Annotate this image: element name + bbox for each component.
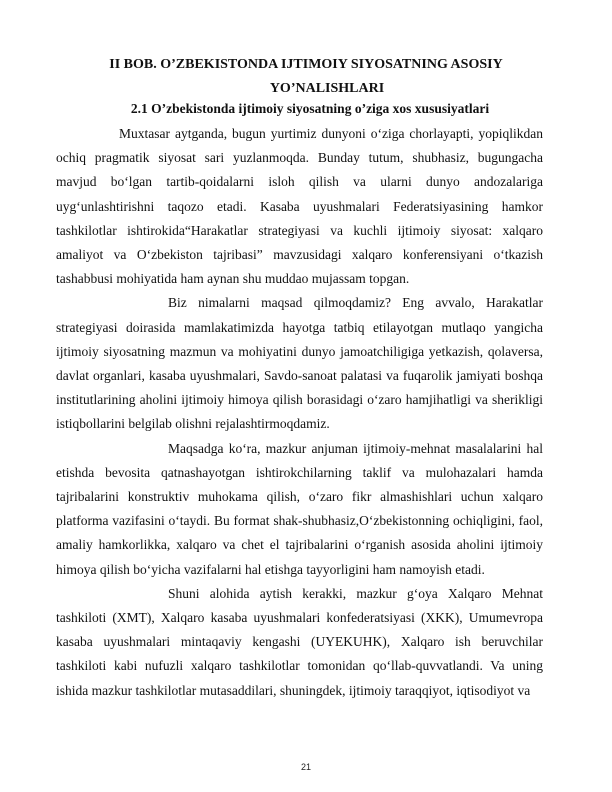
chapter-title-line1: II BOB. O’ZBEKISTONDA IJTIMOIY SIYOSATNING ASOSIY xyxy=(109,57,503,72)
paragraph-2: Biz nimalarni maqsad qilmoqdamiz? Eng avvalo, Harakatlar strategiyasi doirasida mamlakatimizda hayotga tatbiq etilayotgan mutlaqo yangicha ijtimoiy siyosatning mazmun va mohiyatini dunyo jamoatchiligiga yetkazish, qolaversa, davlat organlari, kasaba uyushmalari, Savdo-sanoat palatasi va fuqarolik jamiyati boshqa institutlarining aholini ijtimoiy himoya qilish borasidagi o‘zaro hamjihatligi va sherikligi istiqbollarini belgilab olishni rejalashtirmoqdamiz. xyxy=(56,295,543,432)
body-text xyxy=(56,122,543,703)
paragraph-3: Maqsadga ko‘ra, mazkur anjuman ijtimoiy-mehnat masalalarini hal etishda bevosita qatnashayotgan ishtirokchilarning taklif va mulohazalari hamda tajribalarini konstruktiv muhokama qilish, o‘zaro fikr almashishlari uchun xalqaro platforma vazifasini o‘taydi. Bu format shak-shubhasiz,O‘zbekistonning ochiqligini, faol, amaliy hamkorlikka, xalqaro va chet el tajribalarini o‘rganish asosida aholini ijtimoiy himoya qilish bo‘yicha vazifalarni hal etishga tayyorligini ham namoyish etadi. xyxy=(56,440,543,577)
paragraph-4: Shuni alohida aytish kerakki, mazkur g‘oya Xalqaro Mehnat tashkiloti (XMT), Xalqaro kasaba uyushmalari konfederatsiyasi (XKK), Umumevropa kasaba uyushmalari mintaqaviy kengashi (UYEKUHK), Xalqaro ish beruvchilar tashkiloti kabi nufuzli xalqaro tashkilotlar tomonidan qo‘llab-quvvatlandi. Va uning ishida mazkur tashkilotlar mutasaddilari, shuningdek, ijtimoiy taraqqiyot, iqtisodiyot va xyxy=(56,585,543,698)
section-title: 2.1 O’zbekistonda ijtimoiy siyosatning o’ziga xos xususiyatlari xyxy=(130,101,490,116)
page-number: 21 xyxy=(300,762,311,772)
paragraph-1: Muxtasar aytganda, bugun yurtimiz dunyoni o‘ziga chorlayapti, yopiqlikdan ochiq pragmatik siyosat sari yuzlanmoqda. Bunday tutum, shubhasiz, bugungacha mavjud bo‘lgan tartib-qoidalarni isloh qilish va ularni dunyo andozalariga uyg‘unlashtirishni taqozo etadi. Kasaba uyushmalari Federatsiyasining hamkor tashkilotlar ishtirokida“Harakatlar strategiyasi va kuchli ijtimoiy siyosat: xalqaro amaliyot va O‘zbekiston tajribasi” mavzusidagi xalqaro konferensiyani o‘tkazish tashabbusi mohiyatida ham aynan shu muddao mujassam topgan. xyxy=(56,126,543,287)
chapter-title-line2: YO’NALISHLARI xyxy=(269,81,385,96)
